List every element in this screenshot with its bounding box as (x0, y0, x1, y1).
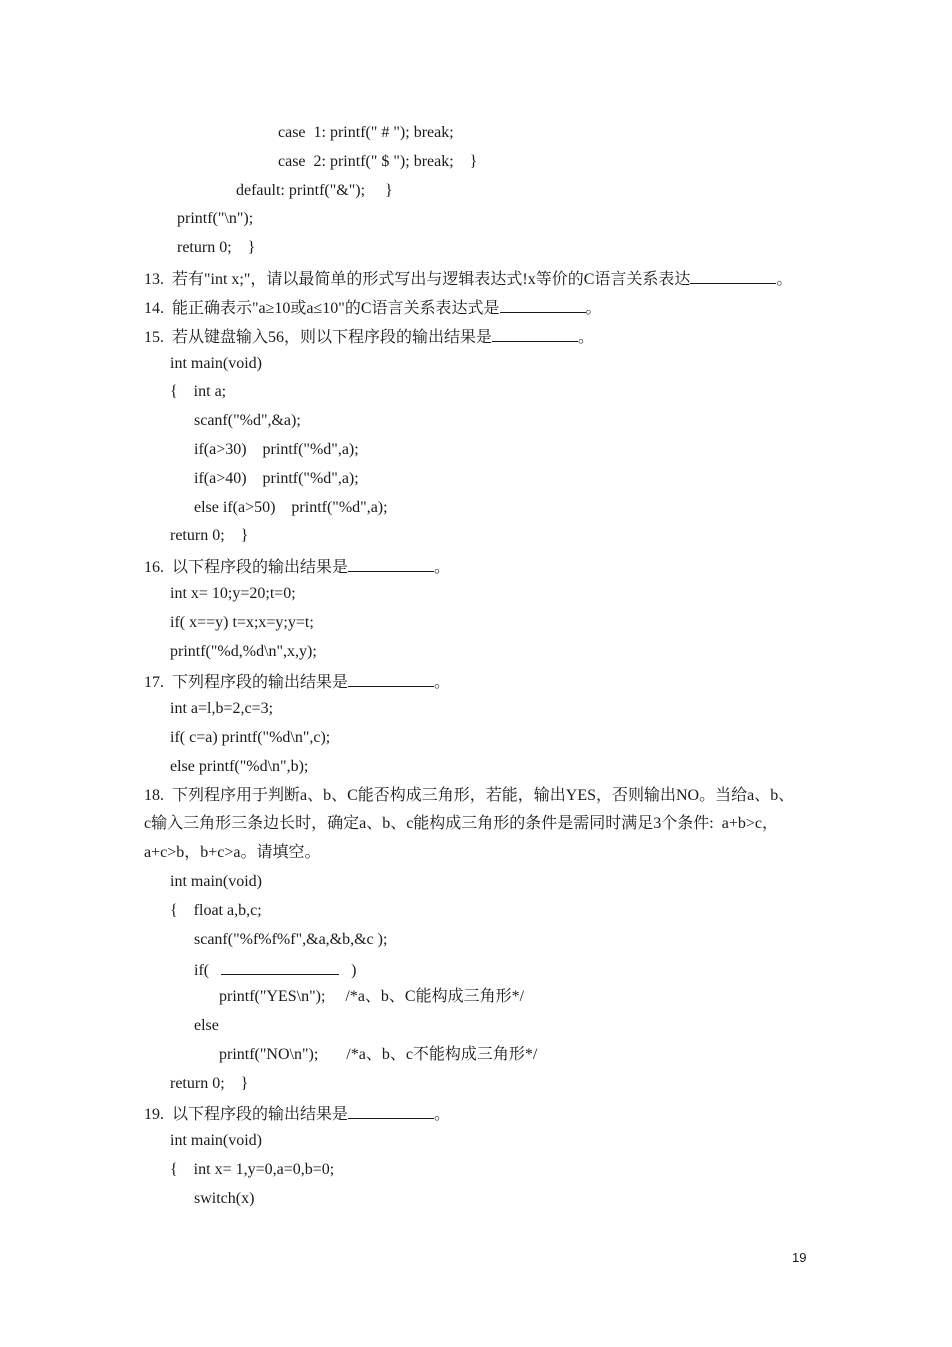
question-text: 15. 若从键盘输入56，则以下程序段的输出结果是 (144, 329, 493, 346)
code-line: if(a>30) printf("%d",a); (194, 441, 359, 458)
page-number: 19 (792, 1250, 807, 1265)
question-end: 。 (434, 674, 451, 691)
code-line: if(a>40) printf("%d",a); (194, 470, 359, 487)
code-line: if( c=a) printf("%d\n",c); (170, 729, 331, 746)
code-line: return 0; } (170, 1075, 249, 1092)
code-line: return 0; } (170, 527, 249, 544)
code-line: scanf("%d",&a); (194, 412, 301, 429)
answer-blank[interactable] (690, 267, 776, 284)
code-line: else printf("%d\n",b); (170, 758, 309, 775)
question-17 (144, 670, 450, 693)
question-end: 。 (434, 559, 451, 576)
code-line: printf("YES\n"); /*a、b、C能构成三角形*/ (219, 988, 525, 1005)
answer-blank[interactable] (348, 555, 434, 572)
question-text: 13. 若有"int x;"，请以最简单的形式写出与逻辑表达式!x等价的C语言关系表达 (144, 271, 691, 288)
question-end: 。 (578, 329, 595, 346)
question-end: 。 (776, 271, 793, 288)
code-line: printf("%d,%d\n",x,y); (170, 643, 317, 660)
question-text: 16. 以下程序段的输出结果是 (144, 559, 349, 576)
question-end: 。 (434, 1106, 451, 1123)
question-18-text: c输入三角形三条边长时，确定a、b、c能构成三角形的条件是需同时满足3个条件: a+b>c， (144, 815, 779, 832)
code-line: return 0; } (177, 239, 256, 256)
code-line: else if(a>50) printf("%d",a); (194, 499, 388, 516)
code-line (194, 958, 356, 981)
code-line: else (194, 1017, 219, 1034)
code-line: printf("\n"); (177, 210, 254, 227)
question-end: 。 (585, 300, 602, 317)
code-line: case 1: printf(" # "); break; (278, 124, 454, 141)
answer-blank[interactable] (221, 958, 339, 975)
code-line: scanf("%f%f%f",&a,&b,&c ); (194, 931, 388, 948)
answer-blank[interactable] (348, 1102, 434, 1119)
question-text: 14. 能正确表示"a≥10或a≤10"的C语言关系表达式是 (144, 300, 500, 317)
code-line: int main(void) (170, 1132, 262, 1149)
code-fragment: ) (351, 962, 357, 979)
code-line: int main(void) (170, 355, 262, 372)
code-line: switch(x) (194, 1190, 255, 1207)
question-16 (144, 555, 450, 578)
answer-blank[interactable] (492, 325, 578, 342)
answer-blank[interactable] (500, 296, 586, 313)
code-line: if( x==y) t=x;x=y;y=t; (170, 614, 314, 631)
question-text: 19. 以下程序段的输出结果是 (144, 1106, 349, 1123)
code-fragment: if( (194, 962, 210, 979)
code-line: { int a; (170, 383, 227, 400)
code-line: int a=l,b=2,c=3; (170, 700, 274, 717)
question-19 (144, 1102, 450, 1125)
code-line: { int x= 1,y=0,a=0,b=0; (170, 1161, 335, 1178)
question-18-text: 18. 下列程序用于判断a、b、C能否构成三角形，若能，输出YES，否则输出NO。当给a、b、 (144, 787, 795, 804)
code-line: case 2: printf(" $ "); break; } (278, 153, 478, 170)
code-line: int x= 10;y=20;t=0; (170, 585, 296, 602)
question-18-text: a+c>b，b+c>a。请填空。 (144, 844, 321, 861)
code-line: default: printf("&"); } (236, 182, 393, 199)
code-line: { float a,b,c; (170, 902, 262, 919)
code-line: int main(void) (170, 873, 262, 890)
question-14 (144, 296, 602, 319)
question-13 (144, 267, 792, 290)
question-15 (144, 325, 594, 348)
answer-blank[interactable] (348, 670, 434, 687)
code-line: printf("NO\n"); /*a、b、c不能构成三角形*/ (219, 1046, 538, 1063)
question-text: 17. 下列程序段的输出结果是 (144, 674, 349, 691)
